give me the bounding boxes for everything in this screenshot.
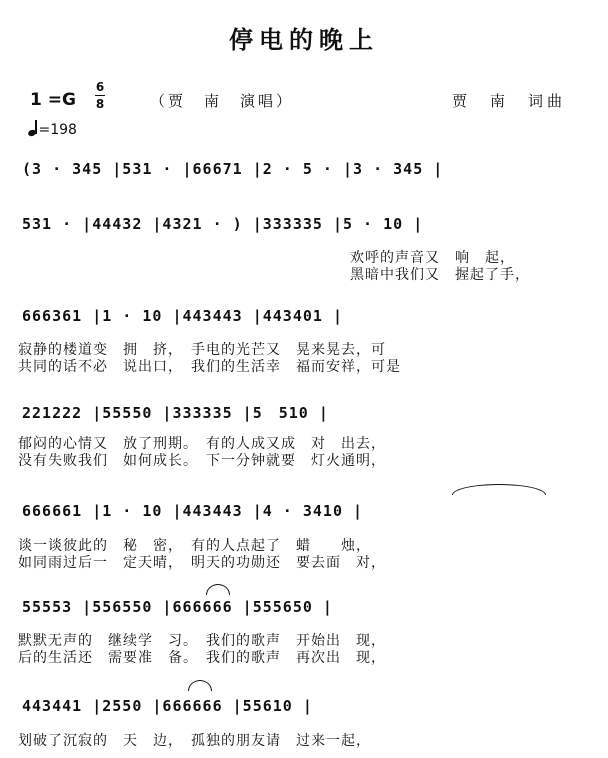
tempo-marking	[28, 120, 77, 138]
quarter-note-icon	[27, 129, 37, 137]
time-signature	[95, 80, 105, 111]
notation-line-7: 443441 |2550 |666666 |55610 |	[22, 697, 313, 715]
notation-line-4: 221222 |55550 |333335 |5 510 |	[22, 404, 329, 422]
slur-mark	[452, 484, 546, 495]
lyric-line-5b: 如同雨过后一 定天晴， 明天的功勋还 要去面 对，	[18, 555, 386, 571]
lyric-line-2b: 黑暗中我们又 握起了手，	[350, 267, 530, 283]
notation-line-6: 55553 |556550 |666666 |555650 |	[22, 598, 333, 616]
tempo-value: =198	[38, 122, 77, 138]
song-title: 停电的晚上	[229, 26, 379, 54]
key-signature: 1 =G	[30, 90, 76, 110]
notation-line-3: 666361 |1 · 10 |443443 |443401 |	[22, 307, 343, 325]
lyric-line-5a: 谈一谈彼此的 秘 密， 有的人点起了 蜡 烛，	[18, 538, 371, 554]
lyric-line-3b: 共同的话不必 说出口， 我们的生活幸 福而安祥，可是	[18, 359, 401, 375]
fermata-mark-2	[188, 680, 212, 691]
notation-line-5: 666661 |1 · 10 |443443 |4 · 3410 |	[22, 502, 364, 520]
lyric-line-6b: 后的生活还 需要准 备。 我们的歌声 再次出 现，	[18, 650, 386, 666]
lyric-line-6a: 默默无声的 继续学 习。 我们的歌声 开始出 现，	[18, 633, 386, 649]
meter-top: 6	[95, 80, 105, 94]
lyric-line-3a: 寂静的楼道变 拥 挤， 手电的光芒又 晃来晃去，可	[18, 342, 386, 358]
lyric-line-4b: 没有失败我们 如何成长。 下一分钟就要 灯火通明，	[18, 453, 386, 469]
composer-credit: 贾 南 词曲	[452, 92, 567, 110]
fermata-mark	[206, 584, 230, 595]
notation-line-1: (3 · 345 |531 · |66671 |2 · 5 · |3 · 345 |	[22, 160, 444, 178]
notation-line-2: 531 · |44432 |4321 · ) |333335 |5 · 10 |	[22, 215, 424, 233]
lyric-line-7a: 划破了沉寂的 天 边， 孤独的朋友请 过来一起，	[18, 733, 371, 749]
performer-credit: （贾 南 演唱）	[150, 92, 295, 110]
meter-bottom: 8	[95, 97, 105, 111]
lyric-line-4a: 郁闷的心情又 放了刑期。 有的人成又成 对 出去，	[18, 436, 386, 452]
lyric-line-2a: 欢呼的声音又 响 起，	[350, 250, 515, 266]
